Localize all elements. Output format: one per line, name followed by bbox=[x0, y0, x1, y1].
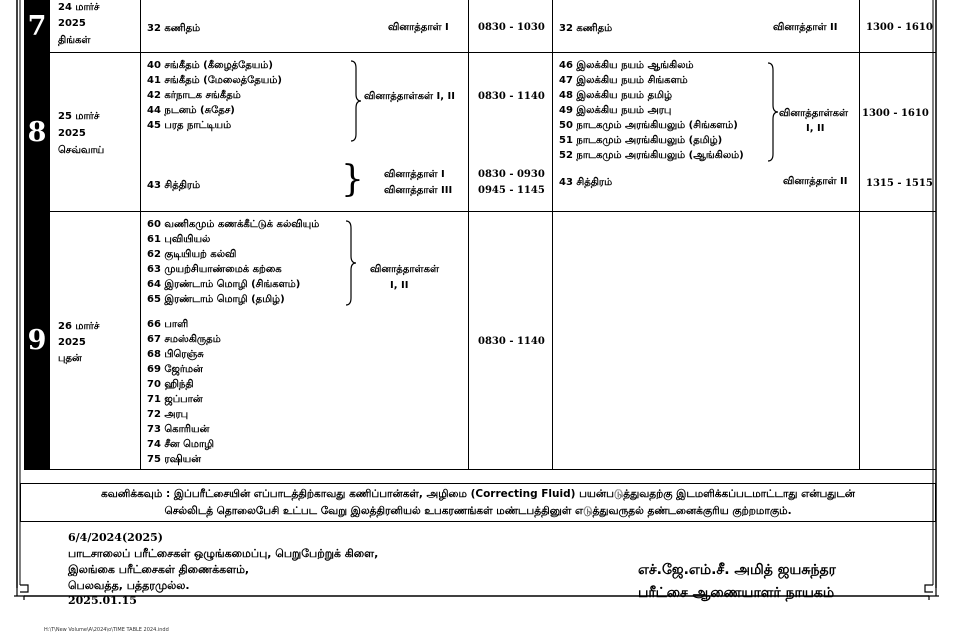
reference-number: 6/4/2024(2025) bbox=[68, 531, 163, 544]
subject: 64 இரண்டாம் மொழி (சிங்களம்) bbox=[147, 279, 301, 290]
subject: 71 ஜப்பான் bbox=[147, 394, 203, 405]
file-path: H:\T\New Volume\A\2024\o\TIME TABLE 2024.indd bbox=[44, 627, 169, 633]
day-number-text: 7 bbox=[27, 10, 47, 42]
subject: 42 கர்நாடக சங்கீதம் bbox=[147, 90, 241, 101]
subject: 45 பரத நாட்டியம் bbox=[147, 120, 232, 131]
subject: 43 சித்திரம் bbox=[147, 180, 201, 191]
subject: 41 சங்கீதம் (மேலைத்தேயம்) bbox=[147, 75, 282, 86]
subject: 73 கொரியன் bbox=[147, 424, 210, 435]
subject: 69 ஜேர்மன் bbox=[147, 364, 203, 375]
subject: 51 நாடகமும் அரங்கியலும் (தமிழ்) bbox=[559, 135, 723, 146]
subject: 72 அரபு bbox=[147, 409, 189, 420]
date-line: 2025 bbox=[58, 128, 86, 139]
date-line: திங்கள் bbox=[58, 35, 91, 46]
subject: 46 இலக்கிய நயம் ஆங்கிலம் bbox=[559, 60, 694, 71]
col-divider bbox=[552, 0, 553, 470]
day-number-text: 9 bbox=[27, 325, 47, 356]
subject: 40 சங்கீதம் (கீழைத்தேயம்) bbox=[147, 60, 273, 71]
day-number bbox=[24, 0, 50, 52]
date-line: 26 மார்ச் bbox=[58, 321, 100, 332]
time-slot: 0830 - 1030 bbox=[478, 22, 545, 33]
row-divider bbox=[24, 52, 936, 53]
subject: 49 இலக்கிய நயம் அரபு bbox=[559, 105, 672, 116]
signatory-name: எச்.ஜே.எம்.சீ. அமித் ஜயசுந்தர bbox=[638, 562, 836, 578]
brace bbox=[767, 62, 779, 162]
paper-label: வினாத்தாள் I bbox=[388, 22, 449, 33]
notice-line: செல்லிடத் தொலைபேசி உட்பட வேறு இலத்திரனியல் உபகரணங்கள் மண்டபத்தினுள் எடுத்துவருதல் தண்டனைக்குரிய குற்றமாகும். bbox=[164, 505, 792, 517]
paper-label: I, II bbox=[390, 280, 409, 291]
col-divider bbox=[140, 0, 141, 470]
time-slot: 1300 - 1610 bbox=[862, 108, 929, 119]
subject: 65 இரண்டாம் மொழி (தமிழ்) bbox=[147, 294, 285, 305]
brace bbox=[350, 60, 362, 142]
subject: 68 பிரெஞ்சு bbox=[147, 349, 204, 360]
day-number bbox=[24, 53, 50, 211]
subject: 32 கணிதம் bbox=[147, 23, 201, 34]
issue-date: 2025.01.15 bbox=[68, 594, 137, 607]
office-line: இலங்கை பரீட்சைகள் திணைக்களம், bbox=[68, 563, 250, 576]
brace bbox=[345, 220, 357, 306]
day-number-text: 8 bbox=[27, 116, 47, 148]
time-slot: 1300 - 1610 bbox=[866, 22, 933, 33]
subject: 52 நாடகமும் அரங்கியலும் (ஆங்கிலம்) bbox=[559, 150, 744, 161]
office-line: பாடசாலைப் பரீட்சைகள் ஒழுங்கமைப்பு, பெறுபேற்றுக் கிளை, bbox=[68, 547, 379, 560]
time-slot: 0830 - 0930 bbox=[478, 169, 545, 180]
day-number bbox=[24, 212, 50, 469]
subject: 44 நடனம் (சுதேச) bbox=[147, 105, 235, 116]
paper-label: வினாத்தாள்கள் bbox=[779, 108, 848, 119]
subject: 48 இலக்கிய நயம் தமிழ் bbox=[559, 90, 672, 101]
paper-label: வினாத்தாள்கள் I, II bbox=[364, 91, 455, 102]
col-divider bbox=[859, 0, 860, 470]
row-divider bbox=[24, 211, 936, 212]
subject: 70 ஹிந்தி bbox=[147, 379, 194, 390]
notice-box bbox=[20, 483, 936, 522]
office-line: பெலவத்த, பத்தரமுல்ல. bbox=[68, 579, 190, 592]
subject: 66 பாளி bbox=[147, 319, 189, 330]
subject: 75 ரஷியன் bbox=[147, 454, 201, 465]
subject: 63 முயற்சியாண்மைக் கற்கை bbox=[147, 264, 282, 275]
paper-label: வினாத்தாள் II bbox=[783, 176, 848, 187]
date-line: 25 மார்ச் bbox=[58, 111, 100, 122]
date-line: 2025 bbox=[58, 18, 86, 29]
time-slot: 0945 - 1145 bbox=[478, 185, 545, 196]
date-line: 2025 bbox=[58, 337, 86, 348]
paper-label: வினாத்தாள் II bbox=[773, 22, 838, 33]
date-line: புதன் bbox=[58, 353, 82, 364]
date-line: 24 மார்ச் bbox=[58, 2, 100, 13]
subject: 60 வணிகமும் கணக்கீட்டுக் கல்வியும் bbox=[147, 219, 320, 230]
notice-line: கவனிக்கவும் : இப்பரீட்சையின் எப்பாடத்திற்காவது கணிப்பான்கள், அழிமை (Correcting Fluid) பயன்படுத்துவதற்கு இடமளிக்கப்படமாட்டாது என்பதுடன் bbox=[101, 488, 855, 500]
date-line: செவ்வாய் bbox=[58, 145, 105, 156]
subject: 62 குடியியற் கல்வி bbox=[147, 249, 237, 260]
table-bottom bbox=[24, 469, 936, 470]
paper-label: வினாத்தாள் I bbox=[384, 169, 445, 180]
subject: 32 கணிதம் bbox=[559, 23, 613, 34]
subject: 67 சமஸ்கிருதம் bbox=[147, 334, 221, 345]
subject: 61 புவியியல் bbox=[147, 234, 211, 245]
subject: 47 இலக்கிய நயம் சிங்களம் bbox=[559, 75, 688, 86]
col-divider bbox=[468, 0, 469, 470]
subject: 43 சித்திரம் bbox=[559, 177, 613, 188]
time-slot: 1315 - 1515 bbox=[866, 178, 933, 189]
time-slot: 0830 - 1140 bbox=[478, 336, 545, 347]
subject: 74 சீன மொழி bbox=[147, 439, 215, 450]
brace: } bbox=[341, 159, 364, 200]
time-slot: 0830 - 1140 bbox=[478, 91, 545, 102]
paper-label: I, II bbox=[806, 123, 825, 134]
paper-label: வினாத்தாள்கள் bbox=[370, 264, 439, 275]
paper-label: வினாத்தாள் III bbox=[384, 185, 453, 196]
signatory-title: பரீட்சை ஆணையாளர் நாயகம் bbox=[638, 585, 835, 601]
subject: 50 நாடகமும் அரங்கியலும் (சிங்களம்) bbox=[559, 120, 738, 131]
